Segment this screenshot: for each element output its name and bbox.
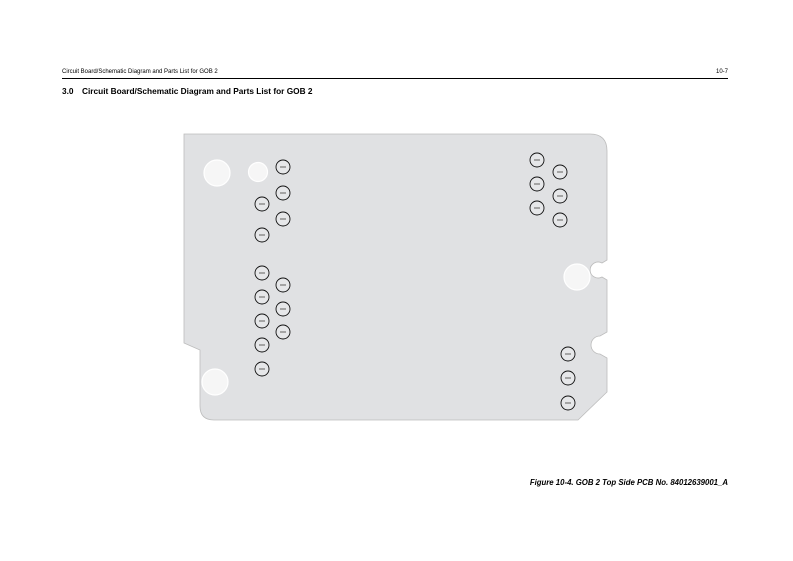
pcb-top-side-drawing [180, 130, 612, 425]
mounting-hole-bottom-left [202, 369, 228, 395]
mounting-hole-top-left [204, 160, 230, 186]
section-title: Circuit Board/Schematic Diagram and Parts List for GOB 2 [82, 86, 313, 96]
pad-marking-7 [259, 296, 265, 297]
pad-marking-20 [565, 353, 571, 354]
pcb-board-outline [184, 134, 607, 420]
pad-marking-6 [259, 272, 265, 273]
section-heading [62, 86, 313, 96]
pad-marking-17 [557, 171, 563, 172]
pad-marking-10 [259, 320, 265, 321]
pad-marking-2 [280, 192, 286, 193]
pad-marking-15 [534, 183, 540, 184]
mounting-hole-right [564, 264, 590, 290]
pad-marking-8 [280, 284, 286, 285]
pad-marking-3 [280, 218, 286, 219]
page-number: 10-7 [715, 69, 728, 75]
pad-marking-13 [259, 368, 265, 369]
pad-marking-12 [259, 344, 265, 345]
pad-marking-4 [259, 203, 265, 204]
figure-caption: Figure 10-4. GOB 2 Top Side PCB No. 84012639001_A [529, 478, 728, 487]
running-title: Circuit Board/Schematic Diagram and Parts List for GOB 2 [62, 69, 218, 75]
pad-marking-19 [557, 219, 563, 220]
header-rule [62, 78, 728, 79]
pad-marking-1 [280, 166, 286, 167]
pad-marking-5 [259, 234, 265, 235]
pad-marking-14 [534, 159, 540, 160]
pad-marking-16 [534, 207, 540, 208]
pad-marking-22 [565, 402, 571, 403]
pad-marking-18 [557, 195, 563, 196]
pad-marking-11 [280, 331, 286, 332]
mounting-hole-top-inner [249, 163, 268, 182]
section-number: 3.0 [62, 86, 74, 96]
pad-marking-21 [565, 377, 571, 378]
pad-marking-9 [280, 308, 286, 309]
